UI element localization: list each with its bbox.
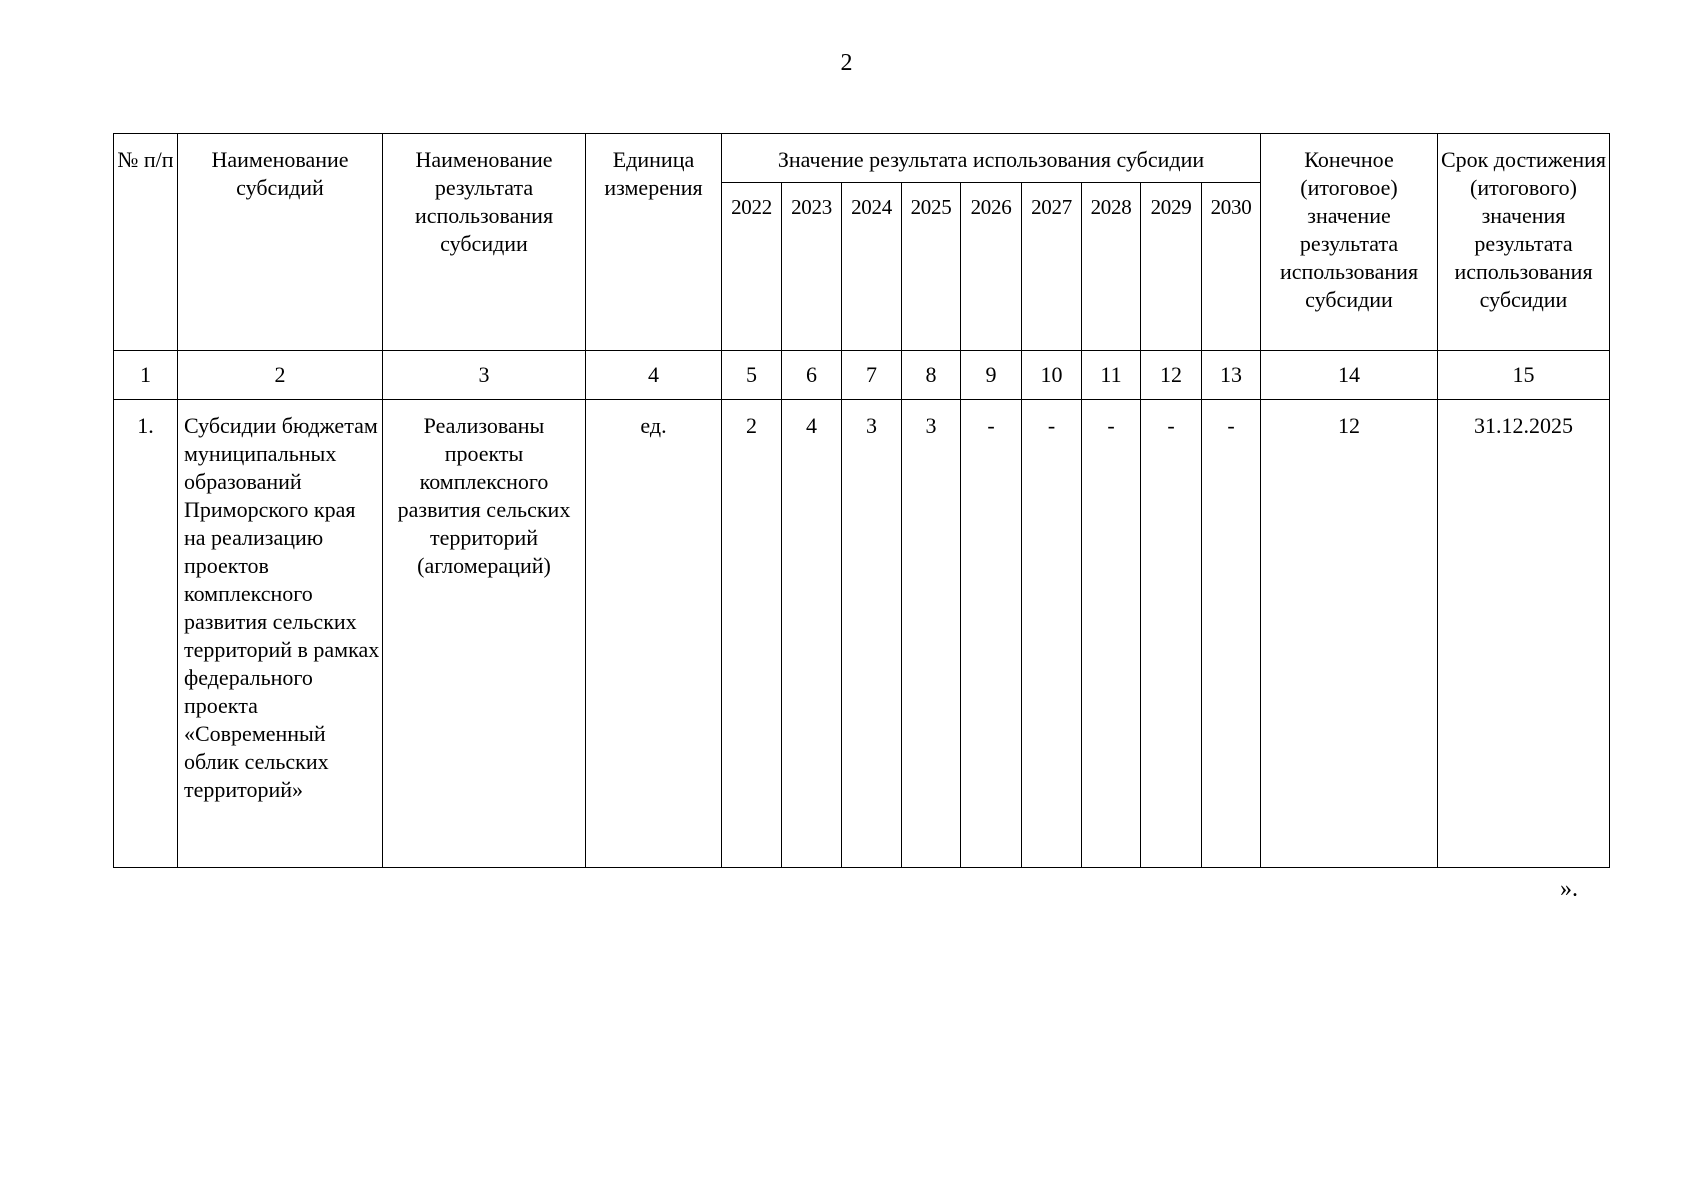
year-header: 2026 [961, 183, 1022, 351]
row-year-value: - [1082, 400, 1141, 868]
column-number: 8 [902, 351, 961, 400]
year-header: 2024 [842, 183, 902, 351]
column-number: 14 [1261, 351, 1438, 400]
table-row [114, 400, 1610, 868]
row-year-value: 2 [722, 400, 782, 868]
column-number: 15 [1438, 351, 1610, 400]
row-year-value: 4 [782, 400, 842, 868]
row-unit: ед. [586, 400, 722, 868]
row-year-value: - [961, 400, 1022, 868]
year-header: 2022 [722, 183, 782, 351]
header-final-value: Конечное (итоговое) значение результата использования субсидии [1261, 134, 1438, 351]
row-deadline: 31.12.2025 [1438, 400, 1610, 868]
column-number: 4 [586, 351, 722, 400]
column-number: 13 [1202, 351, 1261, 400]
column-numbers-row [114, 351, 1610, 400]
header-subsidy-name: Наименование субсидий [178, 134, 383, 351]
row-year-value: - [1022, 400, 1082, 868]
column-number: 9 [961, 351, 1022, 400]
header-deadline: Срок достижения (итогового) значения результата использования субсидии [1438, 134, 1610, 351]
header-unit: Единица измерения [586, 134, 722, 351]
year-header: 2025 [902, 183, 961, 351]
row-num: 1. [114, 400, 178, 868]
year-header: 2029 [1141, 183, 1202, 351]
page-number: 2 [840, 50, 853, 76]
row-final-value: 12 [1261, 400, 1438, 868]
column-number: 3 [383, 351, 586, 400]
column-number: 6 [782, 351, 842, 400]
year-header: 2028 [1082, 183, 1141, 351]
year-header: 2023 [782, 183, 842, 351]
column-number: 11 [1082, 351, 1141, 400]
header-result-name: Наименование результата использования субсидии [383, 134, 586, 351]
header-num: № п/п [114, 134, 178, 351]
year-header: 2027 [1022, 183, 1082, 351]
row-year-value: 3 [842, 400, 902, 868]
row-year-value: 3 [902, 400, 961, 868]
header-values-group: Значение результата использования субсидии [722, 134, 1261, 183]
column-number: 7 [842, 351, 902, 400]
column-number: 2 [178, 351, 383, 400]
column-number: 10 [1022, 351, 1082, 400]
column-number: 5 [722, 351, 782, 400]
header-row [114, 134, 1610, 183]
closing-quote-mark: ». [1560, 876, 1578, 902]
year-header: 2030 [1202, 183, 1261, 351]
subsidy-results-table [113, 133, 1610, 868]
column-number: 1 [114, 351, 178, 400]
column-number: 12 [1141, 351, 1202, 400]
row-subsidy-name: Субсидии бюджетам муниципальных образований Приморского края на реализацию проектов комплексного развития сельских территорий в рамках федерального проекта «Современный облик сельских территорий» [178, 400, 383, 868]
row-year-value: - [1202, 400, 1261, 868]
row-year-value: - [1141, 400, 1202, 868]
row-result-name: Реализованы проекты комплексного развития сельских территорий (агломераций) [383, 400, 586, 868]
